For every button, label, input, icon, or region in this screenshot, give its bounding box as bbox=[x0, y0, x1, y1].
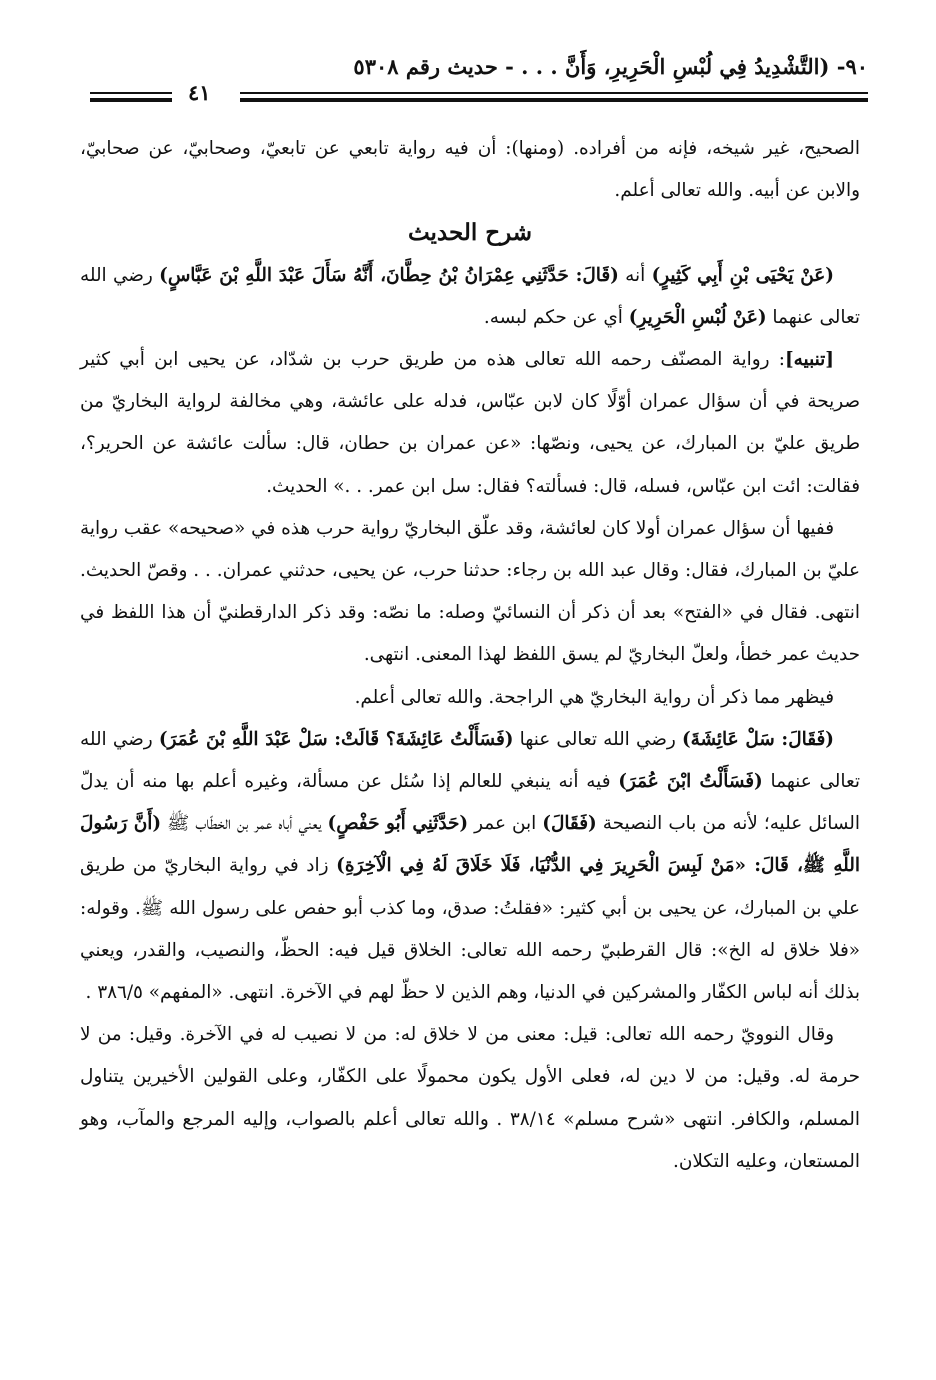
quoted-phrase: (فَقَالَ) bbox=[542, 813, 597, 835]
quoted-phrase: (عَنْ يَحْيَى بْنِ أَبِي كَثِيرٍ) bbox=[651, 264, 834, 286]
commentary-text: : رواية المصنّف رحمه الله تعالى هذه من طريق حرب بن شدّاد، عن يحيى ابن أبي كثير صريحة في أن سؤال عمران أوّلًا كان لابن عبّاس، فدله على عائشة، وهي مخالفة لرواية البخاريّ من طريق عليّ بن المبارك، عن يحيى، ونصّها: «عن عمران بن حطان، قال: سألت عائشة عن الحرير؟، فقالت: ائت ابن عبّاس، فسله، قال: فسألته؟ فقال: سل ابن عمر. . .» الحديث. bbox=[80, 349, 860, 497]
commentary-text: رضي الله تعالى عنها bbox=[513, 728, 682, 750]
section-heading: شرح الحديث bbox=[407, 219, 533, 247]
header-rule-right-thick bbox=[240, 98, 868, 102]
paragraph-4: فيظهر مما ذكر أن رواية البخاريّ هي الراجحة. والله تعالى أعلم. bbox=[354, 686, 834, 708]
commentary-text: زاد في رواية البخاريّ من طريق علي بن المبارك، عن يحيى بن أبي كثير: «فقلتُ: صدق، وما كذب أبو حفص على رسول الله ﷺ. وقوله: «فلا خلاق له الخ»: قال القرطبيّ رحمه الله تعالى: الخلاق قيل فيه: الحظّ، والنصيب، والقدر، ويعني بذلك أنه لباس الكفّار والمشركين في الدنيا، وهم الذين لا حظّ لهم في الآخرة. انتهى. «المفهم» ٣٨٦/٥ . bbox=[80, 855, 860, 1004]
header-rule-right-thin bbox=[240, 92, 868, 94]
page-body bbox=[80, 128, 860, 1183]
header-rule-left-thin bbox=[90, 92, 172, 94]
commentary-text: يعني أباه عمر بن الخطّاب ﷺ bbox=[161, 813, 328, 835]
intro-paragraph: الصحيح، غير شيخه، فإنه من أفراده. (ومنها): أن فيه رواية تابعي عن تابعيّ، وصحابيّ، عن صحابيّ، والابن عن أبيه. والله تعالى أعلم. bbox=[80, 138, 860, 202]
quoted-phrase: (حَدَّثَنِي أَبُو حَفْصٍ) bbox=[327, 813, 469, 835]
quoted-phrase: (عَنْ لُبْسِ الْحَرِيرِ) bbox=[628, 306, 767, 328]
header-rule-left-thick bbox=[90, 98, 172, 102]
quoted-phrase: (فَسَأَلْتُ ابْنَ عُمَرَ) bbox=[618, 771, 763, 793]
page-header bbox=[90, 54, 868, 105]
paragraph-3: ففيها أن سؤال عمران أولا كان لعائشة، وقد علّق البخاريّ رواية حرب هذه في «صحيحه» عقب رواية عليّ بن المبارك، فقال: وقال عبد الله بن رجاء: حدثنا حرب، عن يحيى، حدثني عمران. . . وقصّ الحديث. انتهى. فقال في «الفتح» بعد أن ذكر أن النسائيّ وصله: ما نصّه: وقد ذكر الدارقطنيّ أن هذا اللفظ في حديث عمر خطأ، ولعلّ البخاريّ لم يسق اللفظ لهذا المعنى. انتهى. bbox=[80, 517, 860, 666]
paragraph-2 bbox=[80, 339, 860, 508]
quoted-phrase: (أَنَّ رَسُولَ اللَّهِ ﷺ، قَالَ: «مَنْ لَبِسَ الْحَرِيرَ فِي الدُّنْيَا، فَلَا خَلَاقَ لَهُ فِي الْآخِرَةِ) bbox=[80, 813, 860, 877]
quoted-phrase: (قَالَ: حَدَّثَنِي عِمْرَانُ بْنُ حِطَّانَ، أَنَّهُ سَأَلَ عَبْدَ اللَّهِ بْنَ عَبَّاسٍ) bbox=[159, 264, 619, 286]
commentary-text: ابن عمر bbox=[468, 813, 543, 835]
page-number: ٤١ bbox=[188, 80, 211, 105]
commentary-text: رضي الله تعالى عنهما bbox=[80, 728, 860, 793]
commentary-text: أنه bbox=[618, 264, 652, 286]
paragraph-6: وقال النوويّ رحمه الله تعالى: قيل: معنى من لا خلاق له: من لا نصيب له في الآخرة. وقيل: من لا حرمة له. وقيل: من لا دين له، فعلى الأول يكون محمولًا على الكفّار، وعلى القولين الأخيرين يتناول المسلم، والكافر. انتهى «شرح مسلم» ٣٨/١٤ . والله تعالى أعلم بالصواب، وإليه المرجع والمآب، وهو المستعان، وعليه التكلان. bbox=[80, 1024, 860, 1172]
commentary-text: أي عن حكم لبسه. bbox=[483, 306, 629, 328]
quoted-phrase: (فَقَالَ: سَلْ عَائِشَةَ) bbox=[681, 728, 834, 750]
running-title: ٩٠- (التَّشْدِيدُ فِي لُبْسِ الْحَرِيرِ، وَأَنَّ . . . - حديث رقم ٥٣٠٨ bbox=[353, 54, 868, 79]
commentary-text: رضي الله تعالى عنهما bbox=[80, 264, 860, 328]
commentary-text: فيه أنه ينبغي للعالم إذا سُئل عن مسألة، وغيره أعلم بها منه أن يدلّ السائل عليه؛ لأنه من باب النصيحة bbox=[80, 771, 860, 835]
quoted-phrase: (فَسَأَلْتُ عَائِشَةَ؟ قَالَتْ: سَلْ عَبْدَ اللَّهِ بْنَ عُمَرَ) bbox=[158, 728, 514, 750]
paragraph-5 bbox=[80, 719, 860, 1014]
paragraph-1 bbox=[80, 255, 860, 339]
note-label: [تنبيه] bbox=[784, 349, 834, 371]
